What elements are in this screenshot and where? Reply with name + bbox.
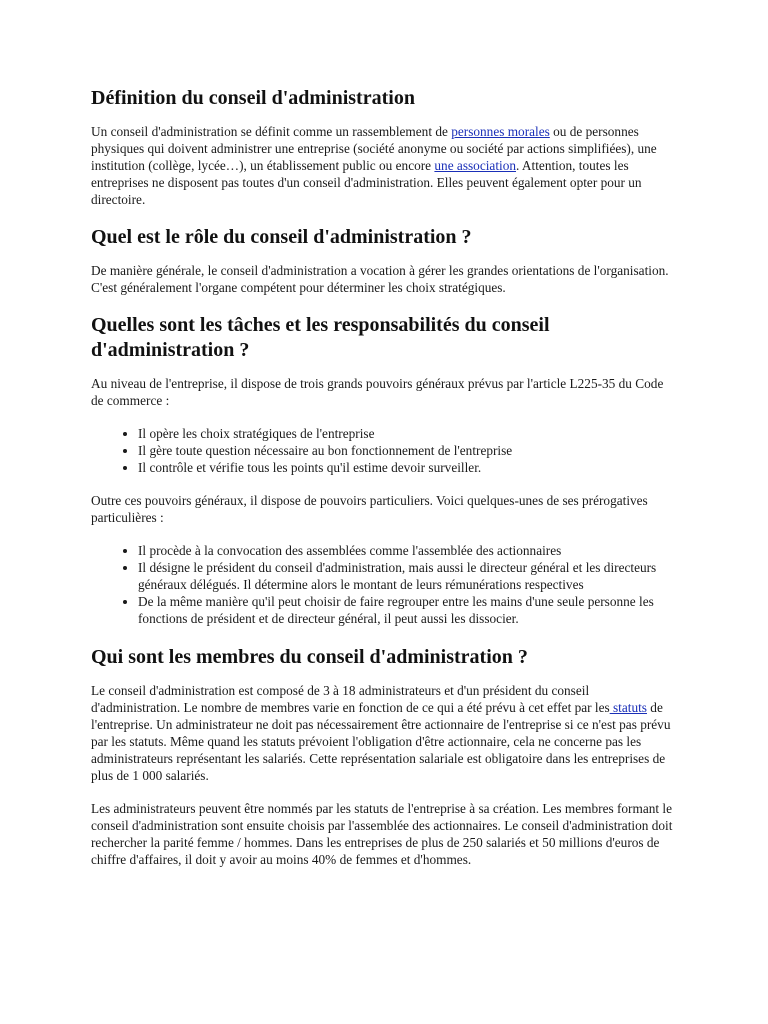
link-une-association[interactable]: une association: [434, 158, 517, 173]
text-run: de l'entreprise. Un administrateur ne doit pas nécessairement être actionnaire de l'entreprise si ce n'est pas prévu par les statuts. Même quand les statuts prévoient l'obligation d'être actionnaire, cela ne concerne pas les administrateurs représentant les salariés. Cette représentation salariale est obligatoire dans les entreprises de plus de 1 000 salariés.: [91, 700, 671, 783]
document-body: [91, 86, 679, 884]
paragraph-role: De manière générale, le conseil d'administration a vocation à gérer les grandes orientations de l'organisation. C'est généralement l'organe compétent pour déterminer les choix stratégiques.: [91, 263, 669, 295]
section-taches: [91, 313, 679, 627]
link-statuts[interactable]: statuts: [609, 700, 647, 715]
list-item: • Il opère les choix stratégiques de l'entreprise: [138, 425, 679, 442]
section-definition: [91, 86, 679, 208]
heading-role: Quel est le rôle du conseil d'administration ?: [91, 226, 472, 248]
paragraph-composition: [91, 682, 679, 784]
list-item: • Il désigne le président du conseil d'administration, mais aussi le directeur général et les directeurs généraux délégués. Il détermine alors le montant de leurs rémunérations respectives: [138, 559, 679, 593]
section-role: [91, 225, 679, 296]
list-item: • De la même manière qu'il peut choisir de faire regrouper entre les mains d'une seule personne les fonctions de président et de directeur général, il peut aussi les dissocier.: [138, 593, 679, 627]
section-membres: [91, 645, 679, 868]
paragraph-pouvoirs-generaux: Au niveau de l'entreprise, il dispose de trois grands pouvoirs généraux prévus par l'article L225-35 du Code de commerce :: [91, 376, 664, 408]
paragraph-definition: [91, 123, 679, 208]
text-run: Un conseil d'administration se définit comme un rassemblement de: [91, 124, 452, 139]
heading-membres: Qui sont les membres du conseil d'administration ?: [91, 646, 528, 668]
list-item: • Il contrôle et vérifie tous les points qu'il estime devoir surveiller.: [138, 459, 679, 476]
list-pouvoirs-generaux: [91, 425, 679, 476]
paragraph-nomination: Les administrateurs peuvent être nommés par les statuts de l'entreprise à sa création. Les membres formant le conseil d'administration sont ensuite choisis par l'assemblée des actionnaires. Le conseil d'administration doit rechercher la parité femme / hommes. Dans les entreprises de plus de 250 salariés et 50 millions d'euros de chiffre d'affaires, il doit y avoir au moins 40% de femmes et d'hommes.: [91, 801, 673, 867]
list-pouvoirs-particuliers: [91, 542, 679, 627]
heading-definition: Définition du conseil d'administration: [91, 87, 415, 109]
text-run: Le conseil d'administration est composé de 3 à 18 administrateurs et d'un président du conseil d'administration. Le nombre de membres varie en fonction de ce qui a été prévu à cet effet par les: [91, 683, 610, 715]
text-run: . Attention, toutes les entreprises ne disposent pas toutes d'un conseil d'administration. Elles peuvent également opter pour un directoire.: [91, 158, 642, 207]
heading-taches: Quelles sont les tâches et les responsabilités du conseil d'administration ?: [91, 314, 550, 361]
list-item: • Il procède à la convocation des assemblées comme l'assemblée des actionnaires: [138, 542, 679, 559]
paragraph-pouvoirs-particuliers: Outre ces pouvoirs généraux, il dispose de pouvoirs particuliers. Voici quelques-unes de ses prérogatives particulières :: [91, 493, 648, 525]
list-item: • Il gère toute question nécessaire au bon fonctionnement de l'entreprise: [138, 442, 679, 459]
text-run: ou de personnes physiques qui doivent administrer une entreprise (société anonyme ou société par actions simplifiées), une institution (collège, lycée…), un établissement public ou encore: [91, 124, 657, 173]
link-personnes-morales[interactable]: personnes morales: [451, 124, 550, 139]
